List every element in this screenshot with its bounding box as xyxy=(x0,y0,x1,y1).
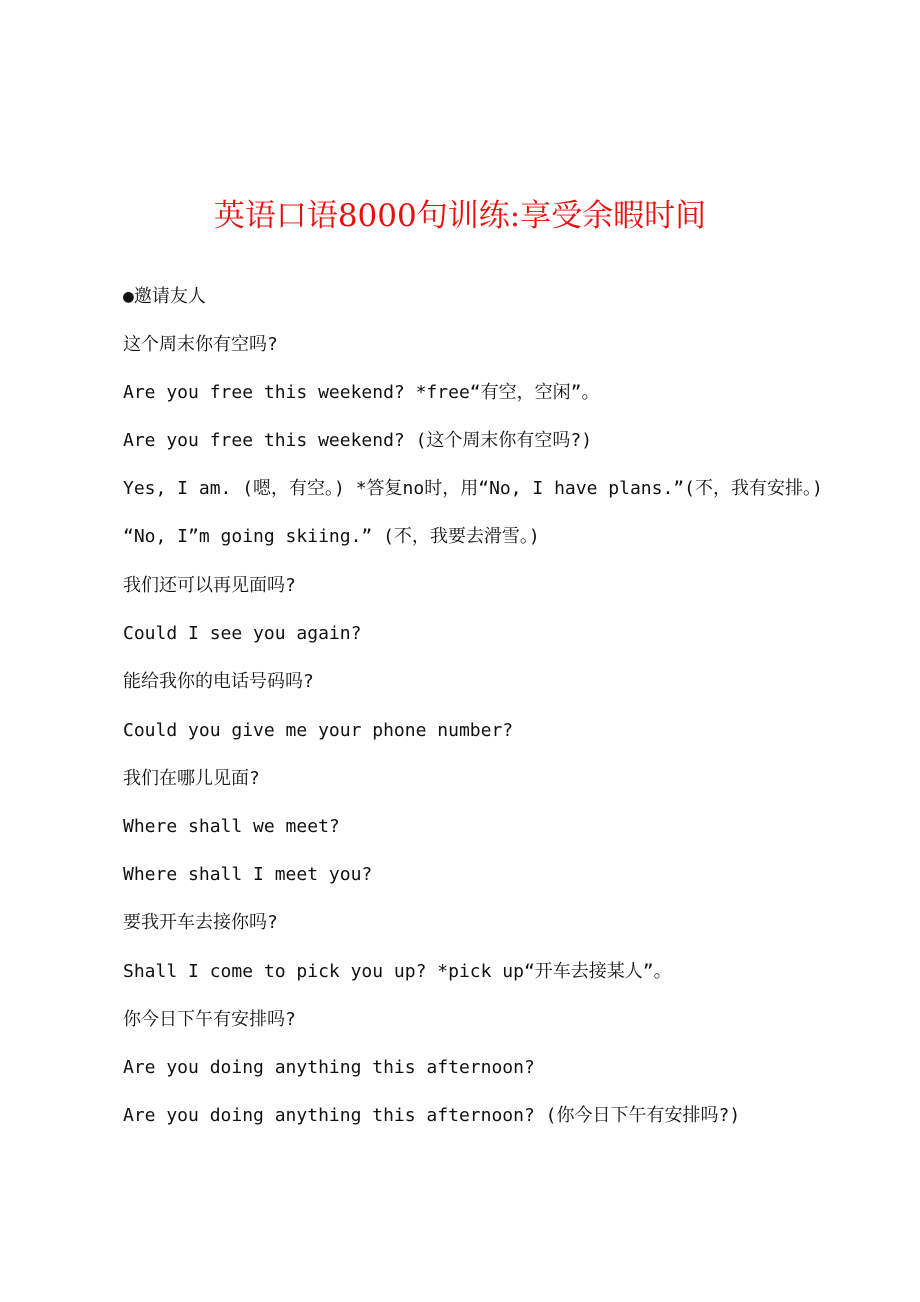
text-line: Where shall I meet you? xyxy=(123,864,373,885)
text-line: 能给我你的电话号码吗? xyxy=(123,671,314,692)
text-line: 这个周末你有空吗? xyxy=(123,334,278,355)
text-line: Where shall we meet? xyxy=(123,816,340,837)
text-paragraph: Yes, I am. (嗯，有空。) *答复no时，用“No, I have plans.”(不，我有安排。) “No, I”m going skiing.” (不，我要去滑雪。) xyxy=(123,478,823,547)
text-line: Are you doing anything this afternoon? (你今日下午有安排吗?) xyxy=(123,1105,741,1126)
section-heading-invite-friends: ●邀请友人 xyxy=(123,286,206,307)
page-title: 英语口语8000句训练:享受余暇时间 xyxy=(213,198,707,234)
text-line: Are you doing anything this afternoon? xyxy=(123,1057,535,1078)
text-line: 我们在哪儿见面? xyxy=(123,768,260,789)
text-line: 要我开车去接你吗? xyxy=(123,912,278,933)
text-line: 你今日下午有安排吗? xyxy=(123,1009,296,1030)
text-line: Shall I come to pick you up? *pick up“开车去接某人”。 xyxy=(123,961,672,982)
text-line: 我们还可以再见面吗? xyxy=(123,575,296,596)
text-line: Could I see you again? xyxy=(123,623,362,644)
text-line: Could you give me your phone number? xyxy=(123,720,514,741)
text-line: Are you free this weekend? *free“有空，空闲”。 xyxy=(123,382,600,403)
text-line: Are you free this weekend? (这个周末你有空吗?) xyxy=(123,430,593,451)
